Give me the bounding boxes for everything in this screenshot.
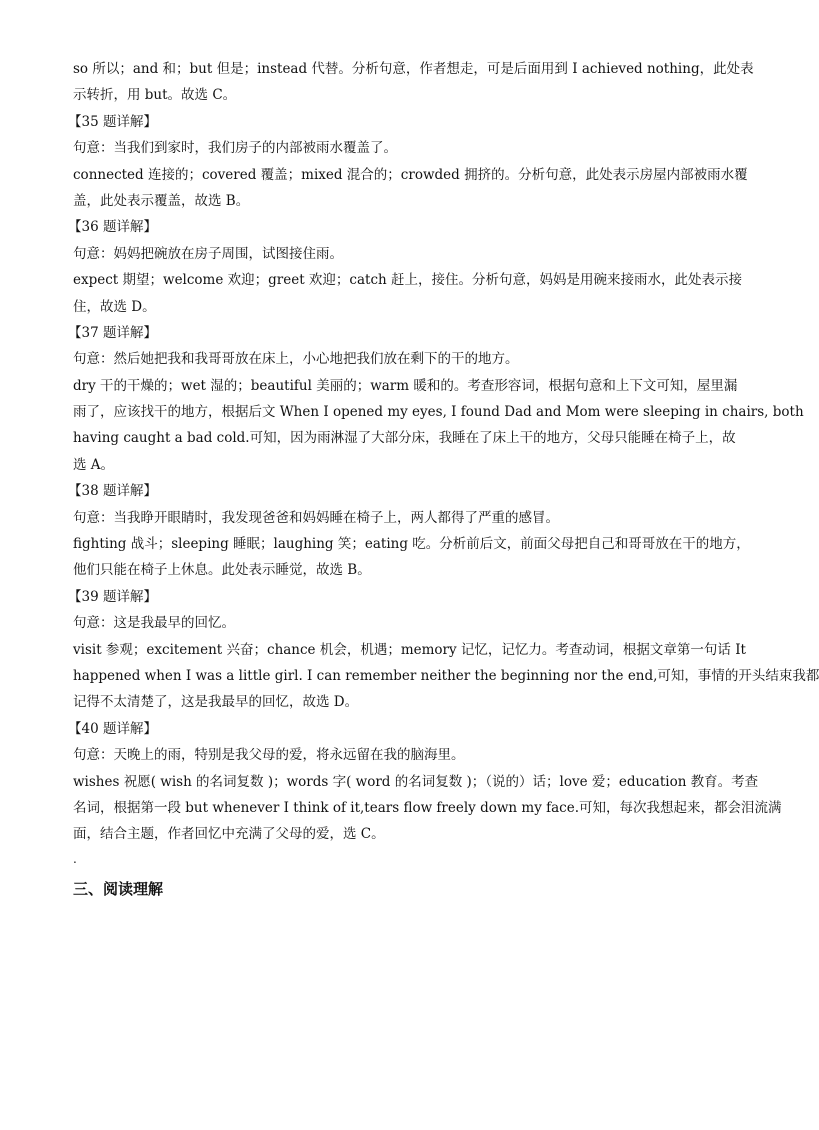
text-line: 住，故选 D。 (73, 298, 156, 315)
text-line: 句意：当我们到家时，我们房子的内部被雨水覆盖了。 (73, 140, 397, 157)
text-line: connected 连接的；covered 覆盖；mixed 混合的；crowded 拥挤的。分析句意，此处表示房屋内部被雨水覆 (73, 166, 748, 183)
trailing-mark: . (73, 851, 77, 866)
text-line: expect 期望；welcome 欢迎；greet 欢迎；catch 赶上，接住。分析句意，妈妈是用碗来接雨水，此处表示接 (73, 272, 743, 289)
text-line: 句意：当我睁开眼睛时，我发现爸爸和妈妈睡在椅子上，两人都得了严重的感冒。 (73, 509, 559, 526)
text-line: wishes 祝愿( wish 的名词复数 )；words 字( word 的名词复数 )；（说的）话；love 爱；education 教育。考查 (73, 773, 759, 790)
question-heading: 【35 题详解】 (68, 113, 157, 130)
text-line: dry 干的干燥的；wet 湿的；beautiful 美丽的；warm 暖和的。考查形容词，根据句意和上下文可知，屋里漏 (73, 377, 738, 394)
text-line: happened when I was a little girl. I can remember neither the beginning nor the end,可知，事情的开头结束我都 (73, 667, 819, 684)
question-heading: 【40 题详解】 (68, 720, 157, 737)
text-line: having caught a bad cold.可知，因为雨淋湿了大部分床，我睡在了床上干的地方，父母只能睡在椅子上，故 (73, 430, 736, 447)
text-line: so 所以；and 和；but 但是；instead 代替。分析句意，作者想走，可是后面用到 I achieved nothing，此处表 (73, 61, 754, 77)
question-heading: 【38 题详解】 (68, 483, 157, 500)
text-line: fighting 战斗；sleeping 睡眠；laughing 笑；eating 吃。分析前后文，前面父母把自己和哥哥放在干的地方， (73, 536, 750, 553)
text-line: 句意：妈妈把碗放在房子周围，试图接住雨。 (73, 245, 343, 262)
text-line: 名词，根据第一段 but whenever I think of it,tears flow freely down my face.可知，每次我想起来，都会泪流满 (73, 799, 782, 816)
text-line: 盖，此处表示覆盖，故选 B。 (73, 192, 250, 209)
text-line: 句意：然后她把我和我哥哥放在床上，小心地把我们放在剩下的干的地方。 (73, 351, 519, 368)
document-page (68, 58, 819, 900)
text-line: 他们只能在椅子上休息。此处表示睡觉，故选 B。 (73, 562, 371, 579)
text-line: 句意：天晚上的雨，特别是我父母的爱，将永远留在我的脑海里。 (73, 747, 465, 764)
question-heading: 【36 题详解】 (68, 219, 157, 236)
text-line: 记得不太清楚了，这是我最早的回忆，故选 D。 (73, 694, 359, 711)
question-heading: 【39 题详解】 (68, 588, 157, 605)
text-line: visit 参观；excitement 兴奋；chance 机会，机遇；memory 记忆，记忆力。考查动词，根据文章第一句话 It (73, 641, 746, 658)
text-line: 雨了，应该找干的地方，根据后文 When I opened my eyes, I found Dad and Mom were sleeping in chairs, both (73, 404, 804, 421)
question-heading: 【37 题详解】 (68, 324, 157, 341)
text-line: 选 A。 (73, 456, 115, 473)
text-line: 面，结合主题，作者回忆中充满了父母的爱，选 C。 (73, 826, 385, 843)
text-line: 示转折，用 but。故选 C。 (73, 87, 237, 104)
text-line: 句意：这是我最早的回忆。 (73, 615, 235, 632)
section-title: 三、阅读理解 (73, 879, 164, 898)
